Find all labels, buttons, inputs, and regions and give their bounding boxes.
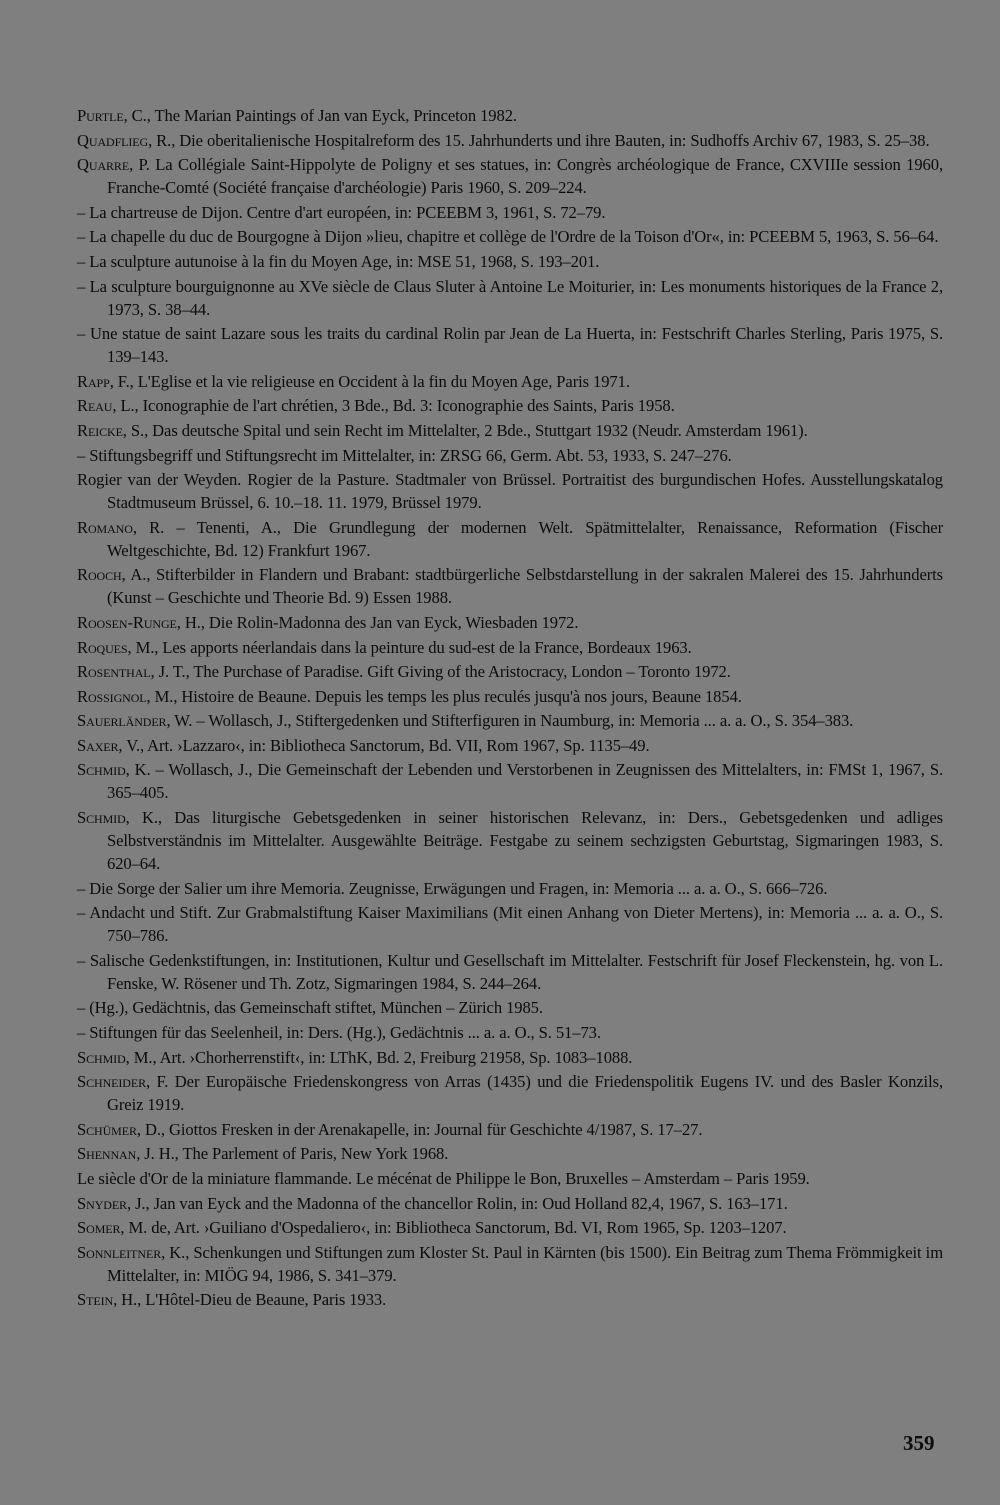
entry-text: , K., Schenkungen und Stiftungen zum Kloster St. Paul in Kärnten (bis 1500). Ein Beitrag zum Thema Frömmigkeit im Mittelalter, in: MIÖG 94, 1986, S. 341–379.	[107, 1242, 943, 1285]
entry-text: , H., L'Hôtel-Dieu de Beaune, Paris 1933.	[113, 1290, 387, 1310]
bibliography-entry	[77, 153, 943, 199]
entry-text: – La chartreuse de Dijon. Centre d'art européen, in: PCEEBM 3, 1961, S. 72–79.	[77, 202, 606, 222]
bibliography-entry	[77, 201, 943, 224]
entry-author: Somer	[77, 1218, 121, 1238]
entry-author: Saxer	[77, 735, 119, 755]
bibliography-entry	[77, 104, 943, 127]
bibliography-entry	[77, 1167, 943, 1190]
bibliography-entry	[77, 877, 943, 900]
entry-author: Schmid	[77, 1047, 126, 1067]
entry-text: , C., The Marian Paintings of Jan van Eyck, Princeton 1982.	[123, 106, 517, 125]
bibliography-entry	[77, 996, 943, 1019]
entry-text: , J. H., The Parlement of Paris, New York 1968.	[136, 1144, 449, 1164]
bibliography-entry	[77, 275, 943, 321]
entry-text: , H., Die Rolin-Madonna des Jan van Eyck, Wiesbaden 1972.	[176, 612, 579, 632]
bibliography-entry	[77, 370, 943, 393]
bibliography-entry	[77, 129, 943, 152]
bibliography-entry	[77, 1118, 943, 1141]
bibliography-entry	[77, 901, 943, 947]
bibliography-entry	[77, 1241, 943, 1287]
entry-text: – Une statue de saint Lazare sous les traits du cardinal Rolin par Jean de La Huerta, in: Festschrift Charles Sterling, Paris 1975, S. 139–143.	[77, 324, 943, 367]
entry-text: , D., Giottos Fresken in der Arenakapelle, in: Journal für Geschichte 4/1987, S. 17–27.	[136, 1119, 703, 1139]
bibliography-entry	[77, 1192, 943, 1215]
bibliography-page	[77, 104, 943, 1313]
entry-author: Rooch	[77, 565, 122, 585]
bibliography-entry	[77, 660, 943, 683]
entry-text: , M., Art. ›Chorherrenstift‹, in: LThK, Bd. 2, Freiburg 21958, Sp. 1083–1088.	[125, 1047, 633, 1067]
entry-author: Schmid	[77, 760, 126, 780]
bibliography-entry	[77, 394, 943, 417]
entry-author: Snyder	[77, 1193, 127, 1213]
entry-text: , K. – Wollasch, J., Die Gemeinschaft der Lebenden und Verstorbenen in Zeugnissen des Mittelalters, in: FMSt 1, 1967, S. 365–405.	[107, 760, 943, 803]
entry-text: , F., L'Eglise et la vie religieuse en Occident à la fin du Moyen Age, Paris 1971.	[109, 371, 630, 391]
bibliography-entry	[77, 1216, 943, 1239]
entry-author: Roques	[77, 637, 128, 657]
entry-text: , K., Das liturgische Gebetsgedenken in seiner historischen Relevanz, in: Ders., Gebetsgedenken und adliges Selbstverständnis im Mittelalter. Ausgewählte Beiträge. Festgabe zu seinem sechzigsten Geburtstag, Sigmaringen 1983, S. 620–64.	[107, 808, 943, 874]
entry-text: – Andacht und Stift. Zur Grabmalstiftung Kaiser Maximilians (Mit einen Anhang von Dieter Mertens), in: Memoria ... a. a. O., S. 750–786.	[77, 903, 943, 946]
bibliography-entry	[77, 322, 943, 368]
entry-author: Reicke	[77, 420, 123, 440]
entry-text: – La chapelle du duc de Bourgogne à Dijon »lieu, chapitre et collège de l'Ordre de la Toison d'Or«, in: PCEEBM 5, 1963, S. 56–64.	[77, 227, 939, 247]
entry-author: Schümer	[77, 1119, 137, 1139]
entry-text: – (Hg.), Gedächtnis, das Gemeinschaft stiftet, München – Zürich 1985.	[77, 998, 543, 1018]
entry-text: – La sculpture autunoise à la fin du Moyen Age, in: MSE 51, 1968, S. 193–201.	[77, 251, 600, 271]
entry-text: , M., Histoire de Beaune. Depuis les temps les plus reculés jusqu'à nos jours, Beaune 1854.	[146, 686, 742, 706]
entry-text: , F. Der Europäische Friedenskongress von Arras (1435) und die Friedenspolitik Eugens IV. und des Basler Konzils, Greiz 1919.	[107, 1072, 943, 1115]
entry-text: Le siècle d'Or de la miniature flammande. Le mécénat de Philippe le Bon, Bruxelles – Amsterdam – Paris 1959.	[77, 1169, 810, 1188]
bibliography-entry	[77, 758, 943, 804]
bibliography-entry	[77, 1046, 943, 1069]
entry-text: , R., Die oberitalienische Hospitalreform des 15. Jahrhunderts und ihre Bauten, in: Sudhoffs Archiv 67, 1983, S. 25–38.	[148, 130, 930, 150]
entry-author: Rosenthal	[77, 662, 151, 682]
entry-text: , R. – Tenenti, A., Die Grundlegung der modernen Welt. Spätmittelalter, Renaissance, Reformation (Fischer Weltgeschichte, Bd. 12) Frankfurt 1967.	[107, 517, 943, 560]
entry-text: – Salische Gedenkstiftungen, in: Institutionen, Kultur und Gesellschaft im Mittelalter. Festschrift für Josef Fleckenstein, hg. von L. Fenske, W. Rösener und Th. Zotz, Sigmaringen 1984, S. 244–264.	[77, 950, 943, 993]
entry-author: Shennan	[77, 1144, 137, 1164]
page-number: 359	[903, 1431, 935, 1455]
entry-author: Reau	[77, 396, 113, 416]
entry-author: Quarre	[77, 155, 130, 175]
entry-author: Stein	[77, 1290, 114, 1310]
entry-author: Rapp	[77, 371, 110, 391]
bibliography-entry	[77, 419, 943, 442]
entry-author: Romano	[77, 517, 133, 537]
bibliography-entry	[77, 1142, 943, 1165]
bibliography-entry	[77, 611, 943, 634]
bibliography-entry	[77, 468, 943, 514]
bibliography-entry	[77, 444, 943, 467]
entry-text: – Die Sorge der Salier um ihre Memoria. Zeugnisse, Erwägungen und Fragen, in: Memoria ... a. a. O., S. 666–726.	[77, 878, 828, 898]
entry-text: , L., Iconographie de l'art chrétien, 3 Bde., Bd. 3: Iconographie des Saints, Paris 1958.	[112, 396, 675, 416]
entry-text: , P. La Collégiale Saint-Hippolyte de Poligny et ses statues, in: Congrès archéologique de France, CXVIIIe session 1960, Franche-Comté (Société française d'archéologie) Paris 1960, S. 209–224.	[107, 155, 943, 198]
entry-text: , J., Jan van Eyck and the Madonna of the chancellor Rolin, in: Oud Holland 82,4, 1967, S. 163–171.	[126, 1193, 788, 1213]
entry-text: , J. T., The Purchase of Paradise. Gift Giving of the Aristocracy, London – Toronto 1972.	[150, 662, 731, 682]
entry-author: Schmid	[77, 808, 126, 828]
bibliography-entry	[77, 685, 943, 708]
entry-author: Quadflieg	[77, 130, 149, 150]
entry-text: , S., Das deutsche Spital und sein Recht im Mittelalter, 2 Bde., Stuttgart 1932 (Neudr. Amsterdam 1961).	[122, 420, 808, 440]
bibliography-entry	[77, 636, 943, 659]
entry-author: Rossignol	[77, 686, 147, 706]
entry-author: Sauerländer	[77, 711, 167, 731]
entry-text: , A., Stifterbilder in Flandern und Brabant: stadtbürgerliche Selbstdarstellung in der sakralen Malerei des 15. Jahrhunderts (Kunst – Geschichte und Theorie Bd. 9) Essen 1988.	[107, 565, 943, 608]
entry-text: , M. de, Art. ›Guiliano d'Ospedaliero‹, in: Bibliotheca Sanctorum, Bd. VI, Rom 1965, Sp. 1203–1207.	[120, 1218, 787, 1238]
bibliography-entry	[77, 806, 943, 875]
entry-text: , W. – Wollasch, J., Stiftergedenken und Stifterfiguren in Naumburg, in: Memoria ... a. a. O., S. 354–383.	[166, 711, 854, 731]
bibliography-entry	[77, 1288, 943, 1311]
bibliography-entry	[77, 250, 943, 273]
bibliography-entry	[77, 1070, 943, 1116]
entry-text: Rogier van der Weyden. Rogier de la Pasture. Stadtmaler von Brüssel. Portraitist des burgundischen Hofes. Ausstellungskatalog Stadtmuseum Brüssel, 6. 10.–18. 11. 1979, Brüssel 1979.	[77, 470, 943, 513]
bibliography-entry	[77, 709, 943, 732]
entry-text: , M., Les apports néerlandais dans la peinture du sud-est de la France, Bordeaux 1963.	[127, 637, 692, 657]
bibliography-entry	[77, 1021, 943, 1044]
entry-author: Sonnleitner	[77, 1242, 162, 1262]
entry-text: , V., Art. ›Lazzaro‹, in: Bibliotheca Sanctorum, Bd. VII, Rom 1967, Sp. 1135–49.	[118, 735, 650, 755]
bibliography-entry	[77, 949, 943, 995]
entry-text: – Stiftungsbegriff und Stiftungsrecht im Mittelalter, in: ZRSG 66, Germ. Abt. 53, 1933, S. 247–276.	[77, 445, 732, 465]
entry-text: – Stiftungen für das Seelenheil, in: Ders. (Hg.), Gedächtnis ... a. a. O., S. 51–73.	[77, 1023, 601, 1043]
bibliography-entry	[77, 563, 943, 609]
entry-text: – La sculpture bourguignonne au XVe siècle de Claus Sluter à Antoine Le Moiturier, in: Les monuments historiques de la France 2, 1973, S. 38–44.	[77, 276, 943, 319]
bibliography-entry	[77, 734, 943, 757]
entry-author: Schneider	[77, 1072, 146, 1092]
entry-author: Roosen-Runge	[77, 612, 177, 632]
entry-author: Purtle	[77, 106, 124, 125]
bibliography-entry	[77, 516, 943, 562]
bibliography-entry	[77, 225, 943, 248]
